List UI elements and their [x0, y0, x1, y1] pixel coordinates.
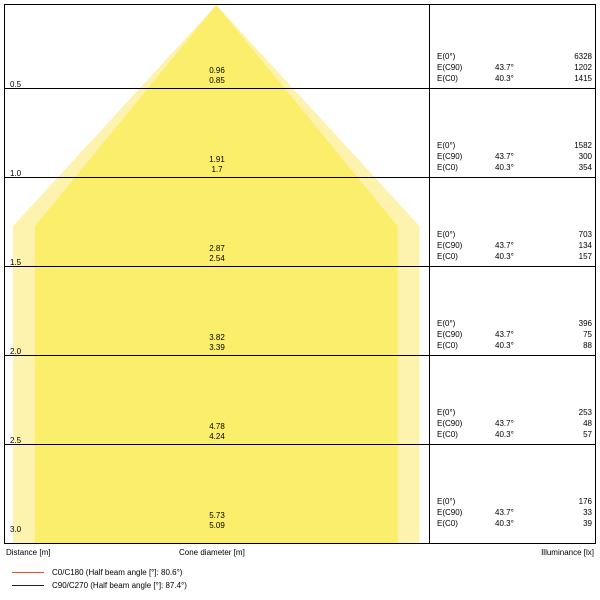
distance-label-2-0: 2.0: [10, 347, 22, 356]
illuminance-label: E(0°): [437, 52, 456, 61]
cone-diameter-c0c180-1-5: 2.87: [209, 244, 225, 253]
illuminance-label: E(C0): [437, 163, 458, 172]
gridline-0-5: [5, 88, 595, 89]
gridline-1-5: [5, 266, 595, 267]
distance-label-1-5: 1.5: [10, 258, 22, 267]
illuminance-group-1-5: [437, 229, 592, 262]
illuminance-value: 1582: [574, 141, 592, 150]
illuminance-group-2-5: [437, 407, 592, 440]
illuminance-column-separator: [429, 5, 430, 543]
illuminance-row: [437, 240, 592, 251]
illuminance-group-2-0: [437, 318, 592, 351]
cone-diameter-group-0-5: [177, 66, 257, 86]
illuminance-value: 396: [578, 319, 592, 328]
illuminance-row: [437, 407, 592, 418]
illuminance-label: E(C0): [437, 519, 458, 528]
cone-diameter-c0c180-2-5: 4.78: [209, 422, 225, 431]
illuminance-label: E(C90): [437, 508, 463, 517]
illuminance-angle: 43.7°: [495, 152, 514, 161]
gridline-1-0: [5, 177, 595, 178]
cone-diameter-c90c270-0-5: 0.85: [209, 76, 225, 85]
illuminance-angle: 40.3°: [495, 163, 514, 172]
illuminance-row: [437, 162, 592, 173]
illuminance-row: [437, 418, 592, 429]
illuminance-label: E(C0): [437, 430, 458, 439]
legend-swatch-icon: [12, 572, 44, 573]
illuminance-row: [437, 429, 592, 440]
cone-diameter-c90c270-1-0: 1.7: [211, 165, 223, 174]
illuminance-group-0-5: [437, 51, 592, 84]
illuminance-value: 300: [578, 152, 592, 161]
cone-diameter-group-3-0: [177, 511, 257, 531]
axis-label-distance: Distance [m]: [6, 548, 51, 557]
illuminance-label: E(C90): [437, 330, 463, 339]
illuminance-label: E(C90): [437, 63, 463, 72]
illuminance-angle: 43.7°: [495, 241, 514, 250]
illuminance-angle: 40.3°: [495, 341, 514, 350]
illuminance-label: E(C90): [437, 241, 463, 250]
illuminance-row: [437, 229, 592, 240]
illuminance-angle: 43.7°: [495, 419, 514, 428]
illuminance-value: 157: [578, 252, 592, 261]
illuminance-row: [437, 62, 592, 73]
distance-label-1-0: 1.0: [10, 169, 22, 178]
legend-swatch-icon: [12, 585, 44, 586]
illuminance-angle: 40.3°: [495, 519, 514, 528]
illuminance-value: 253: [578, 408, 592, 417]
distance-label-0-5: 0.5: [10, 80, 22, 89]
illuminance-row: [437, 340, 592, 351]
illuminance-row: [437, 507, 592, 518]
illuminance-value: 33: [583, 508, 592, 517]
illuminance-angle: 40.3°: [495, 252, 514, 261]
illuminance-label: E(0°): [437, 230, 456, 239]
illuminance-value: 57: [583, 430, 592, 439]
illuminance-angle: 40.3°: [495, 430, 514, 439]
illuminance-label: E(0°): [437, 408, 456, 417]
illuminance-value: 88: [583, 341, 592, 350]
cone-shapes: [5, 5, 595, 543]
legend-label-c0c180: C0/C180 (Half beam angle [°]: 80.6°): [52, 568, 183, 577]
illuminance-label: E(C0): [437, 74, 458, 83]
illuminance-angle: 43.7°: [495, 508, 514, 517]
illuminance-label: E(0°): [437, 497, 456, 506]
cone-diameter-c90c270-2-5: 4.24: [209, 432, 225, 441]
illuminance-label: E(C90): [437, 419, 463, 428]
cone-diameter-c0c180-2-0: 3.82: [209, 333, 225, 342]
illuminance-row: [437, 318, 592, 329]
cone-diameter-group-1-5: [177, 244, 257, 264]
illuminance-row: [437, 251, 592, 262]
legend: [4, 566, 596, 592]
illuminance-angle: 40.3°: [495, 74, 514, 83]
illuminance-row: [437, 73, 592, 84]
cone-diameter-c0c180-1-0: 1.91: [209, 155, 225, 164]
illuminance-value: 39: [583, 519, 592, 528]
legend-item-c90c270: [4, 579, 596, 592]
gridline-2-5: [5, 444, 595, 445]
cone-diameter-c0c180-0-5: 0.96: [209, 66, 225, 75]
illuminance-label: E(0°): [437, 141, 456, 150]
cone-diameter-group-2-0: [177, 333, 257, 353]
plot-frame: [4, 4, 596, 544]
cone-diameter-c90c270-3-0: 5.09: [209, 521, 225, 530]
illuminance-value: 6328: [574, 52, 592, 61]
illuminance-row: [437, 140, 592, 151]
illuminance-row: [437, 329, 592, 340]
cone-diameter-c0c180-3-0: 5.73: [209, 511, 225, 520]
illuminance-label: E(C90): [437, 152, 463, 161]
illuminance-label: E(0°): [437, 319, 456, 328]
illuminance-value: 48: [583, 419, 592, 428]
illuminance-label: E(C0): [437, 252, 458, 261]
illuminance-row: [437, 496, 592, 507]
illuminance-row: [437, 151, 592, 162]
cone-diameter-group-1-0: [177, 155, 257, 175]
illuminance-label: E(C0): [437, 341, 458, 350]
illuminance-angle: 43.7°: [495, 330, 514, 339]
illuminance-value: 1202: [574, 63, 592, 72]
gridline-2-0: [5, 355, 595, 356]
illuminance-group-3-0: [437, 496, 592, 529]
distance-label-3-0: 3.0: [10, 525, 22, 534]
illuminance-value: 703: [578, 230, 592, 239]
illuminance-value: 134: [578, 241, 592, 250]
illuminance-group-1-0: [437, 140, 592, 173]
illuminance-row: [437, 518, 592, 529]
cone-diameter-group-2-5: [177, 422, 257, 442]
illuminance-value: 354: [578, 163, 592, 172]
illuminance-value: 176: [578, 497, 592, 506]
illuminance-value: 1415: [574, 74, 592, 83]
cone-diameter-c90c270-2-0: 3.39: [209, 343, 225, 352]
illuminance-angle: 43.7°: [495, 63, 514, 72]
distance-label-2-5: 2.5: [10, 436, 22, 445]
legend-item-c0c180: [4, 566, 596, 579]
axis-captions: [4, 548, 596, 560]
axis-label-illuminance: Illuminance [lx]: [541, 548, 594, 557]
illuminance-row: [437, 51, 592, 62]
cone-diameter-c90c270-1-5: 2.54: [209, 254, 225, 263]
legend-label-c90c270: C90/C270 (Half beam angle [°]: 87.4°): [52, 581, 187, 590]
illuminance-value: 75: [583, 330, 592, 339]
axis-label-cone-diameter: Cone diameter [m]: [179, 548, 245, 557]
